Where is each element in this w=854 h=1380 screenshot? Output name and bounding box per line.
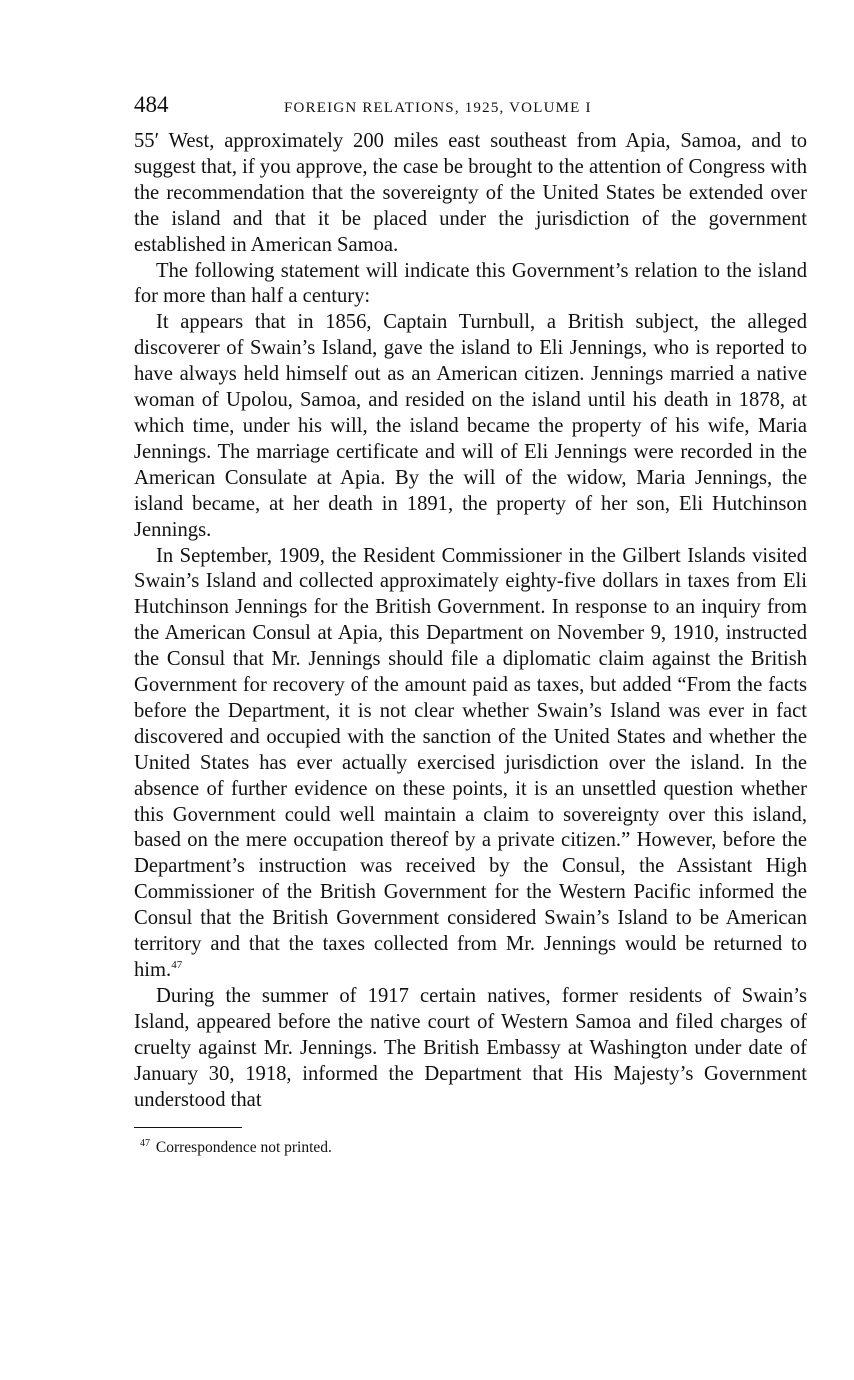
- paragraph: It appears that in 1856, Captain Turnbull, a British subject, the alleged discoverer of Swain’s Island, gave the island to Eli Jennings, who is reported to have always held himself out as an American citizen. Jennings married a native woman of Upolou, Samoa, and resided on the island until his death in 1878, at which time, under his will, the island became the property of his wife, Maria Jennings. The marriage certificate and will of Eli Jennings were recorded in the American Consulate at Apia. By the will of the widow, Maria Jennings, the island became, at her death in 1891, the property of her son, Eli Hutchinson Jennings.: [134, 311, 807, 541]
- footnote: [134, 1138, 807, 1158]
- paragraph-text: In September, 1909, the Resident Commissioner in the Gilbert Islands visited Swain’s Island and collected approximately eighty-five dollars in taxes from Eli Hutchinson Jennings for the British Government. In response to an inquiry from the American Consul at Apia, this Department on November 9, 1910, instructed the Consul that Mr. Jennings should file a diplomatic claim against the British Government for recovery of the amount paid as taxes, but added “From the facts before the Department, it is not clear whether Swain’s Island was ever in fact discovered and occupied with the sanction of the United States and whether the United States has ever actually exercised jurisdiction over the island. In the absence of further evidence on these points, it is an unsettled question whether this Government could well maintain a claim to sovereignty over this island, based on the mere occupation thereof by a private citizen.” However, before the Department’s instruction was received by the Consul, the Assistant High Commissioner of the British Government for the Western Pacific informed the Consul that the British Government considered Swain’s Island to be American territory and that the taxes collected from Mr. Jennings would be returned to him.: [134, 544, 807, 981]
- document-page: [134, 92, 807, 1158]
- paragraph: During the summer of 1917 certain natives, former residents of Swain’s Island, appeared before the native court of Western Samoa and filed charges of cruelty against Mr. Jennings. The British Embassy at Washington under date of January 30, 1918, informed the Department that His Majesty’s Government understood that: [134, 984, 807, 1111]
- paragraph: The following statement will indicate this Government’s relation to the island for more than half a century:: [134, 259, 807, 308]
- footnote-number: 47: [140, 1138, 150, 1150]
- running-title: FOREIGN RELATIONS, 1925, VOLUME I: [284, 100, 592, 116]
- footnote-divider: [134, 1127, 242, 1128]
- body-text: [134, 129, 807, 1113]
- footnote-reference: 47: [171, 959, 183, 972]
- page-number: 484: [134, 92, 169, 117]
- footnote-text: Correspondence not printed.: [155, 1139, 332, 1157]
- paragraph-continued: 55′ West, approximately 200 miles east southeast from Apia, Samoa, and to suggest that, if you approve, the case be brought to the attention of Congress with the recommendation that the sovereignty of the United States be extended over the island and that it be placed under the jurisdiction of the government established in American Samoa.: [134, 130, 807, 256]
- page-header: [134, 92, 807, 122]
- paragraph-with-footnote: [134, 544, 807, 984]
